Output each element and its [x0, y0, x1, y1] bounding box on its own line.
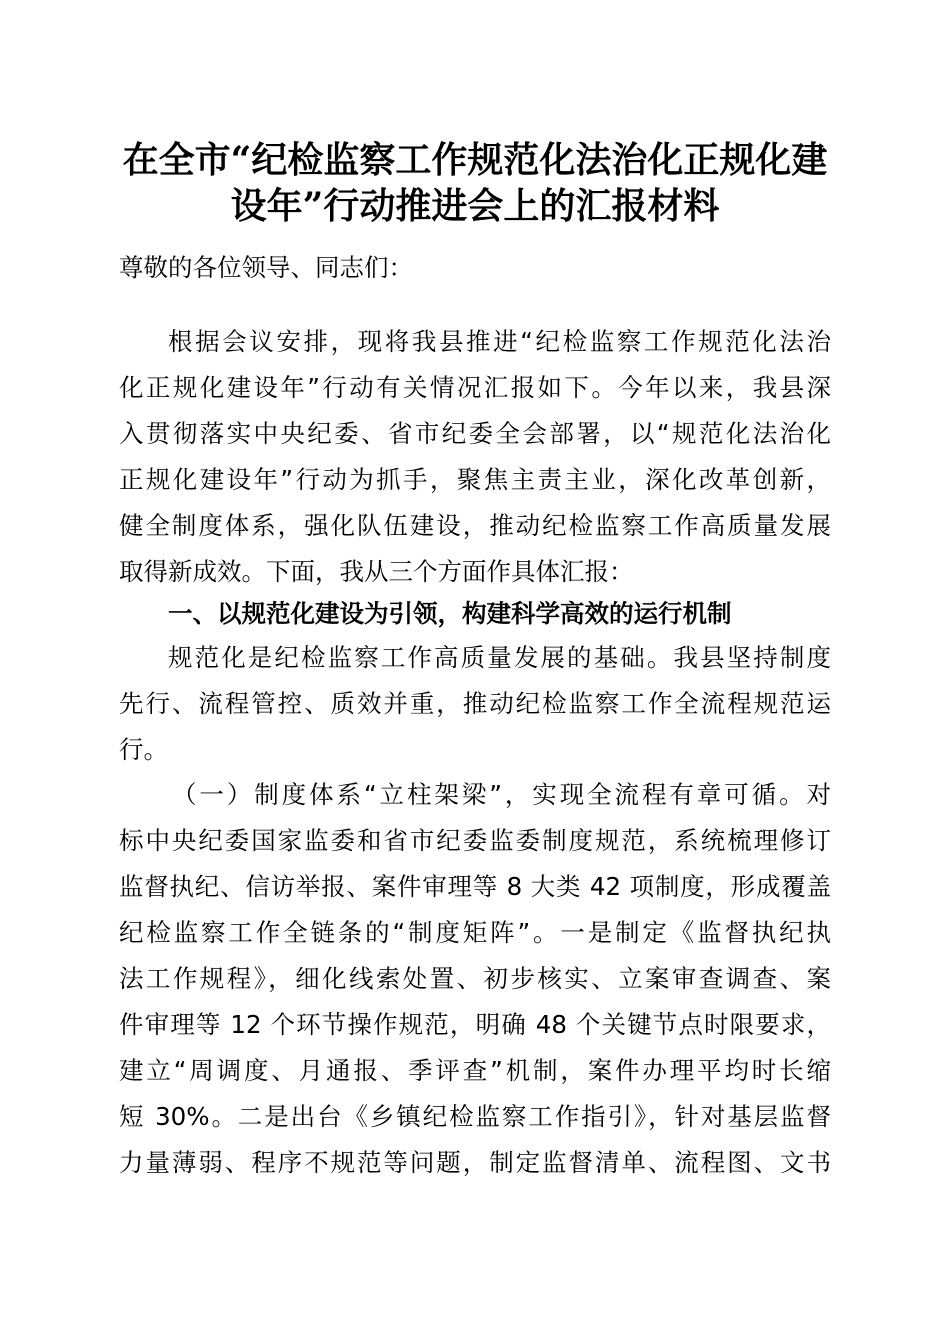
paragraph-line: 纪检监察工作全链条的“制度矩阵”。一是制定《监督执纪执: [119, 918, 831, 947]
section-heading: 一、以规范化建设为引领，构建科学高效的运行机制: [168, 599, 732, 628]
paragraph-line: 规范化是纪检监察工作高质量发展的基础。我县坚持制度: [168, 643, 831, 672]
document-title-line-2: 设年”行动推进会上的汇报材料: [230, 185, 720, 227]
salutation: 尊敬的各位领导、同志们：: [119, 253, 413, 282]
paragraph-line: 件审理等 12 个环节操作规范，明确 48 个关键节点时限要求，: [119, 1010, 831, 1039]
paragraph-line: 健全制度体系，强化队伍建设，推动纪检监察工作高质量发展: [119, 511, 831, 540]
paragraph-line: 监督执纪、信访举报、案件审理等 8 大类 42 项制度，形成覆盖: [119, 872, 831, 901]
document-title-line-1: 在全市“纪检监察工作规范化法治化正规化建: [122, 139, 828, 181]
paragraph-line: 短 30%。二是出台《乡镇纪检监察工作指引》，针对基层监督: [119, 1102, 831, 1131]
paragraph-line: 根据会议安排，现将我县推进“纪检监察工作规范化法治: [168, 327, 831, 356]
paragraph-line: 标中央纪委国家监委和省市纪委监委制度规范，系统梳理修订: [119, 826, 831, 855]
paragraph-line: 化正规化建设年”行动有关情况汇报如下。今年以来，我县深: [119, 373, 831, 402]
paragraph-line: 取得新成效。下面，我从三个方面作具体汇报：: [119, 557, 634, 586]
paragraph-line: 行。: [119, 735, 168, 764]
paragraph-line: 力量薄弱、程序不规范等问题，制定监督清单、流程图、文书: [119, 1148, 831, 1177]
paragraph-line: 建立“周调度、月通报、季评查”机制，案件办理平均时长缩: [119, 1056, 831, 1085]
paragraph-line: 正规化建设年”行动为抓手，聚焦主责主业，深化改革创新，: [119, 465, 831, 494]
paragraph-line: 先行、流程管控、质效并重，推动纪检监察工作全流程规范运: [119, 689, 831, 718]
paragraph-line: （一）制度体系“立柱架梁”，实现全流程有章可循。对: [172, 780, 831, 809]
paragraph-line: 法工作规程》，细化线索处置、初步核实、立案审查调查、案: [119, 964, 831, 993]
paragraph-line: 入贯彻落实中央纪委、省市纪委全会部署，以“规范化法治化: [119, 419, 831, 448]
